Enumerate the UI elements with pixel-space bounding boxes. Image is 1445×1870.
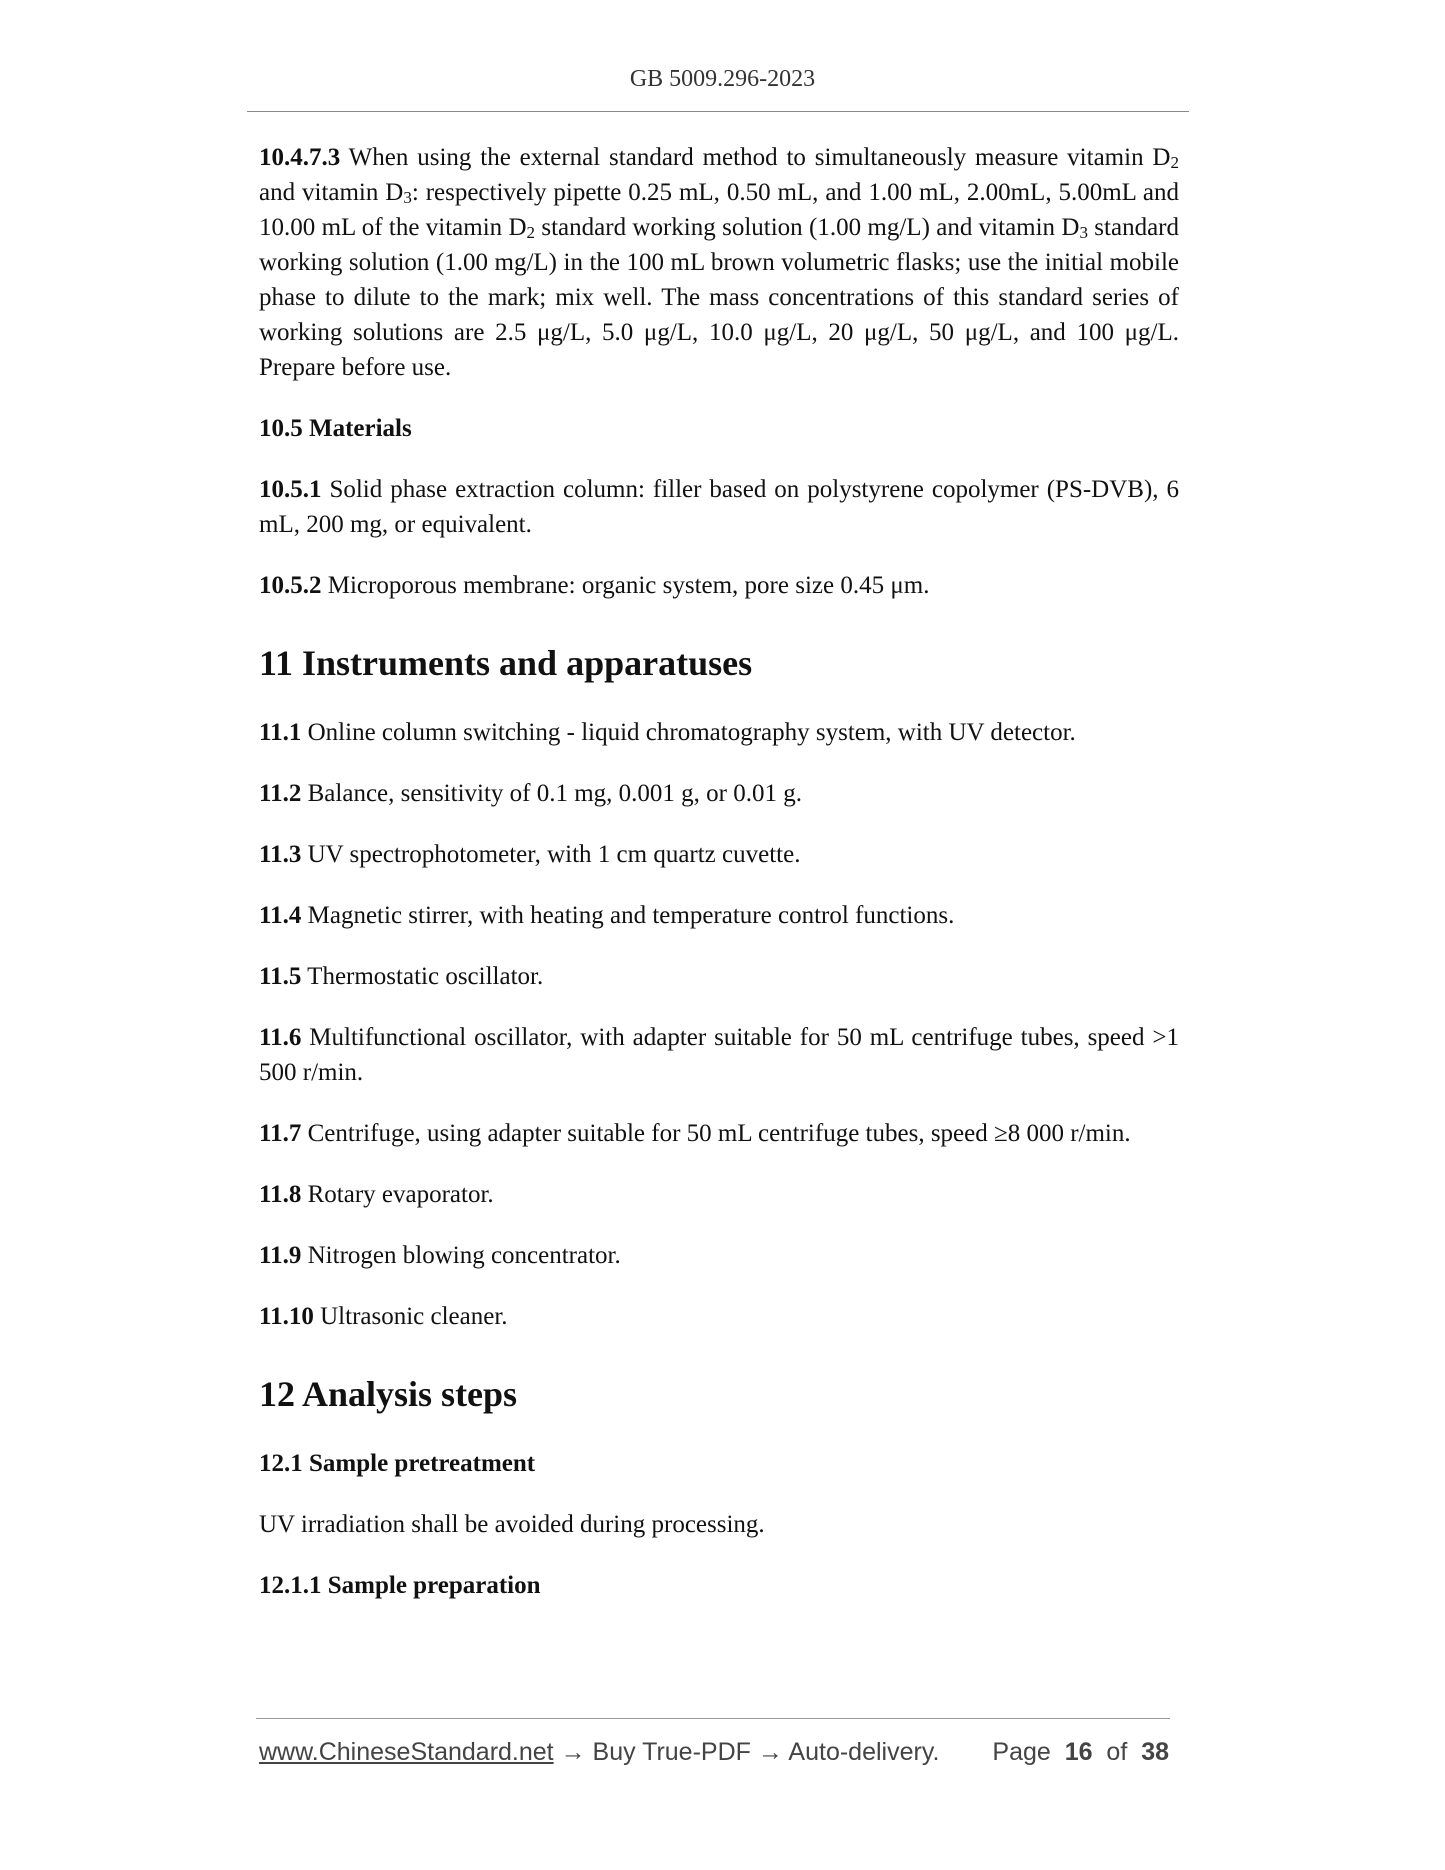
clause-text: Rotary evaporator.: [301, 1181, 494, 1208]
clause-11-9: [259, 1238, 1179, 1273]
clause-number: 11.2: [259, 780, 302, 807]
clause-11-5: [259, 959, 1179, 994]
clause-11-4: [259, 898, 1179, 933]
page-label: Page: [992, 1738, 1051, 1766]
auto-delivery-text: Auto-delivery.: [788, 1738, 940, 1766]
footer-divider: [256, 1718, 1170, 1719]
clause-number: 10.5.1: [259, 476, 322, 503]
clause-number: 11.7: [259, 1120, 302, 1147]
clause-text: Microporous membrane: organic system, pore size 0.45 μm.: [321, 572, 930, 599]
heading-10-5-materials: 10.5 Materials: [259, 415, 412, 442]
website-link[interactable]: www.ChineseStandard.net: [259, 1738, 554, 1766]
pretreatment-note: UV irradiation shall be avoided during processing.: [259, 1511, 765, 1538]
clause-10-5-2: [259, 568, 1179, 603]
clause-text: Centrifuge, using adapter suitable for 50 mL centrifuge tubes, speed ≥8 000 r/min.: [301, 1120, 1131, 1147]
clause-11-7: [259, 1116, 1179, 1151]
header-divider: [247, 111, 1189, 112]
paragraph-text: : respectively pipette 0.25 mL, 0.50 mL, and 1.00 mL, 2.00mL, 5.00mL and 10.00 mL of the vitamin D: [259, 179, 1180, 241]
clause-text: UV spectrophotometer, with 1 cm quartz cuvette.: [301, 841, 801, 868]
clause-11-10: [259, 1299, 1179, 1334]
page-footer: [259, 1738, 1169, 1767]
section-heading-12: 12 Analysis steps: [259, 1374, 518, 1414]
clause-10-5-1: [259, 472, 1179, 542]
clause-text: Ultrasonic cleaner.: [313, 1303, 508, 1330]
clause-number: 11.4: [259, 902, 302, 929]
buy-true-pdf-text: Buy True-PDF: [592, 1738, 751, 1766]
clause-text: Nitrogen blowing concentrator.: [301, 1242, 621, 1269]
subscript: 3: [403, 188, 412, 207]
current-page-number: 16: [1064, 1738, 1093, 1766]
arrow-right-icon: →: [553, 1738, 593, 1766]
document-body: [259, 140, 1179, 1629]
clause-number: 11.8: [259, 1181, 302, 1208]
paragraph-text: When using the external standard method to simultaneously measure vitamin D: [340, 144, 1171, 171]
heading-12-1-sample-pretreatment: 12.1 Sample pretreatment: [259, 1450, 536, 1477]
clause-number: 11.5: [259, 963, 302, 990]
clause-11-1: [259, 715, 1179, 750]
clause-number: 11.6: [259, 1024, 302, 1051]
clause-text: Online column switching - liquid chromatography system, with UV detector.: [301, 719, 1076, 746]
paragraph-10-4-7-3: [259, 140, 1179, 385]
section-heading-11: 11 Instruments and apparatuses: [259, 643, 753, 683]
clause-text: Magnetic stirrer, with heating and temperature control functions.: [301, 902, 955, 929]
clause-text: Multifunctional oscillator, with adapter suitable for 50 mL centrifuge tubes, speed >1 500 r/min.: [259, 1024, 1179, 1086]
subscript: 2: [1170, 153, 1179, 172]
clause-text: Thermostatic oscillator.: [301, 963, 544, 990]
clause-11-8: [259, 1177, 1179, 1212]
clause-text: Solid phase extraction column: filler based on polystyrene copolymer (PS-DVB), 6 mL, 200 mg, or equivalent.: [259, 476, 1179, 538]
clause-number: 11.1: [259, 719, 302, 746]
document-header-title: GB 5009.296-2023: [629, 66, 816, 92]
arrow-right-icon: →: [750, 1738, 789, 1766]
clause-number: 10.5.2: [259, 572, 322, 599]
clause-11-3: [259, 837, 1179, 872]
paragraph-text: and vitamin D: [259, 179, 404, 206]
subscript: 3: [1079, 223, 1088, 242]
clause-11-6: [259, 1020, 1179, 1090]
paragraph-text: standard working solution (1.00 mg/L) and vitamin D: [535, 214, 1080, 241]
total-page-count: 38: [1141, 1738, 1169, 1766]
heading-12-1-1-sample-preparation: 12.1.1 Sample preparation: [259, 1572, 541, 1599]
subscript: 2: [526, 223, 536, 242]
page-indicator: [992, 1738, 1169, 1767]
of-label: of: [1106, 1738, 1128, 1766]
clause-number: 10.4.7.3: [259, 144, 341, 171]
clause-number: 11.3: [259, 841, 302, 868]
clause-text: Balance, sensitivity of 0.1 mg, 0.001 g, or 0.01 g.: [301, 780, 803, 807]
clause-11-2: [259, 776, 1179, 811]
paragraph-text: standard working solution (1.00 mg/L) in the 100 mL brown volumetric flasks; use the initial mobile phase to dilute to the mark; mix well. The mass concentrations of this standard series of working solutions are 2.5 μg/L, 5.0 μg/L, 10.0 μg/L, 20 μg/L, 50 μg/L, and 100 μg/L. Prepare before use.: [259, 214, 1179, 381]
clause-number: 11.9: [259, 1242, 302, 1269]
clause-number: 11.10: [259, 1303, 314, 1330]
